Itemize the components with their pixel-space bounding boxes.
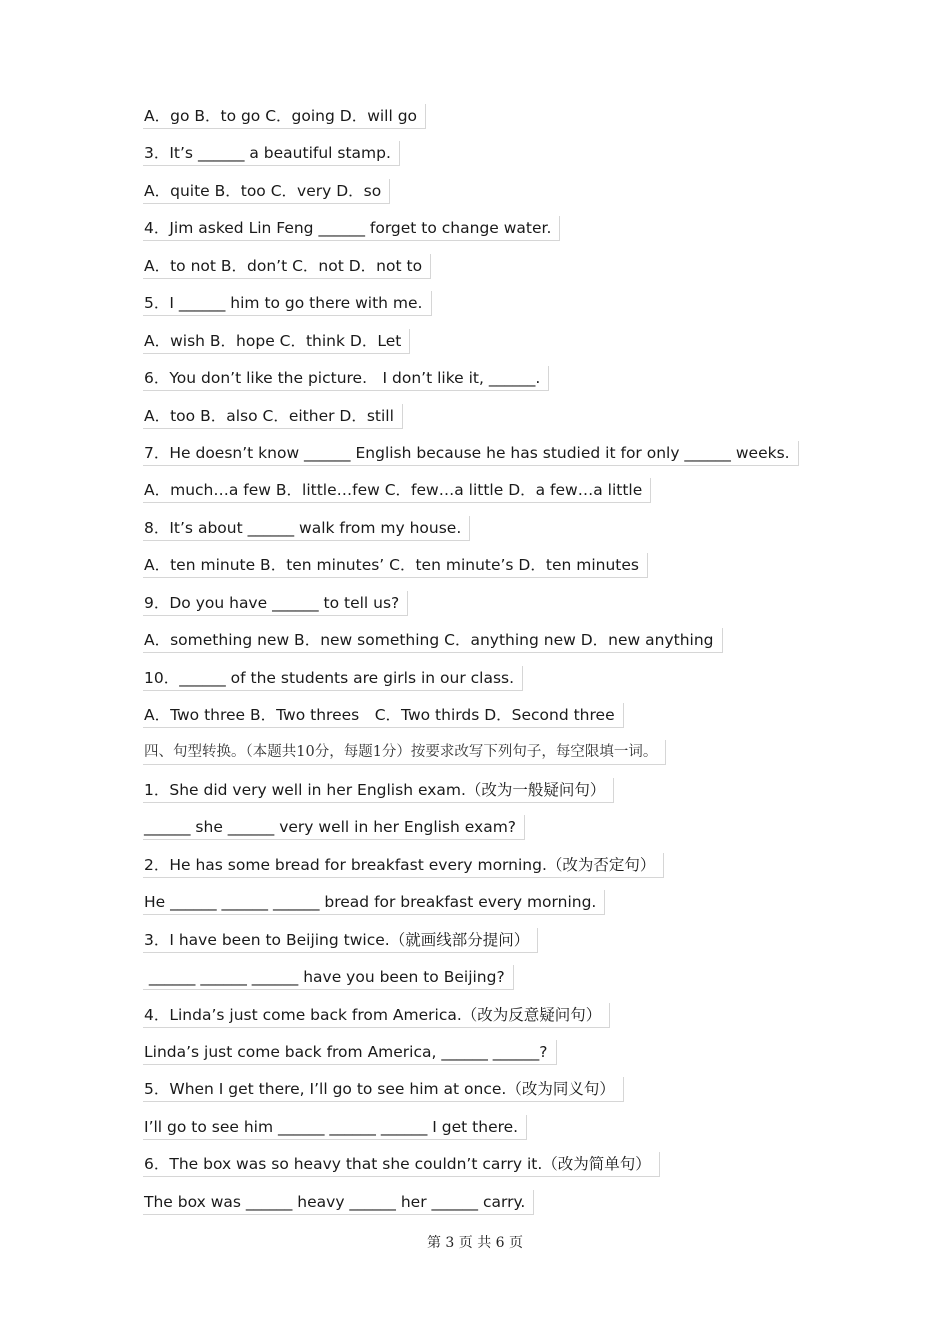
question-line <box>143 666 823 703</box>
line-text: He ______ ______ ______ bread for breakfast every morning. <box>143 890 605 915</box>
line-text: 3．It’s ______ a beautiful stamp. <box>143 141 400 166</box>
question-line <box>143 965 823 1002</box>
line-text: 3．I have been to Beijing twice.（就画线部分提问） <box>143 928 538 953</box>
line-text: 4．Linda’s just come back from America.（改为反意疑问句） <box>143 1003 610 1028</box>
question-line <box>143 1190 823 1227</box>
question-line <box>143 1152 823 1189</box>
line-text: 5．I ______ him to go there with me. <box>143 291 432 316</box>
question-line <box>143 928 823 965</box>
question-line <box>143 478 823 515</box>
line-text: A．quite B．too C．very D．so <box>143 179 390 204</box>
question-line <box>143 179 823 216</box>
line-text: ______ she ______ very well in her English exam? <box>143 815 525 840</box>
line-text: A．ten minute B．ten minutes’ C．ten minute’s D．ten minutes <box>143 553 648 578</box>
question-line <box>143 1003 823 1040</box>
question-line <box>143 1077 823 1114</box>
question-line <box>143 104 823 141</box>
question-line <box>143 441 823 478</box>
question-line <box>143 1040 823 1077</box>
section-heading-text: 四、句型转换。（本题共10分，每题1分）按要求改写下列句子，每空限填一词。 <box>143 740 666 765</box>
line-text: 8．It’s about ______ walk from my house. <box>143 516 470 541</box>
question-line <box>143 291 823 328</box>
line-text: 1．She did very well in her English exam.（改为一般疑问句） <box>143 778 614 803</box>
question-line <box>143 366 823 403</box>
question-line <box>143 141 823 178</box>
question-line <box>143 553 823 590</box>
line-text: The box was ______ heavy ______ her ______ carry. <box>143 1190 534 1215</box>
line-text: 6．You don’t like the picture. I don’t like it, ______. <box>143 366 549 391</box>
question-line <box>143 890 823 927</box>
question-line <box>143 1115 823 1152</box>
line-text: 9．Do you have ______ to tell us? <box>143 591 408 616</box>
question-line <box>143 628 823 665</box>
question-line <box>143 516 823 553</box>
line-text: 2．He has some bread for breakfast every morning.（改为否定句） <box>143 853 664 878</box>
line-text: 7．He doesn’t know ______ English because he has studied it for only ______ weeks. <box>143 441 799 466</box>
question-line <box>143 216 823 253</box>
question-line <box>143 853 823 890</box>
line-text: 4．Jim asked Lin Feng ______ forget to change water. <box>143 216 560 241</box>
line-text: A．much…a few B．little…few C．few…a little D．a few…a little <box>143 478 651 503</box>
line-text: A．too B．also C．either D．still <box>143 404 403 429</box>
line-text: Linda’s just come back from America, ______ ______? <box>143 1040 557 1065</box>
section-heading <box>143 740 823 777</box>
question-line <box>143 778 823 815</box>
line-text: A．wish B．hope C．think D．Let <box>143 329 410 354</box>
line-text: 6．The box was so heavy that she couldn’t carry it.（改为简单句） <box>143 1152 660 1177</box>
line-text: A．Two three B．Two threes C．Two thirds D．Second three <box>143 703 624 728</box>
line-text: A．something new B．new something C．anything new D．new anything <box>143 628 723 653</box>
question-line <box>143 591 823 628</box>
question-line <box>143 329 823 366</box>
line-text: A．go B．to go C．going D．will go <box>143 104 426 129</box>
line-text: A．to not B．don’t C．not D．not to <box>143 254 431 279</box>
line-text: 5．When I get there, I’ll go to see him at once.（改为同义句） <box>143 1077 624 1102</box>
line-text: ______ ______ ______ have you been to Beijing? <box>143 965 514 990</box>
question-list <box>143 104 823 1227</box>
question-line <box>143 703 823 740</box>
question-line <box>143 815 823 852</box>
line-text: 10．______ of the students are girls in our class. <box>143 666 523 691</box>
page-number-footer: 第 3 页 共 6 页 <box>426 1235 524 1251</box>
question-line <box>143 404 823 441</box>
question-line <box>143 254 823 291</box>
line-text: I’ll go to see him ______ ______ ______ I get there. <box>143 1115 527 1140</box>
